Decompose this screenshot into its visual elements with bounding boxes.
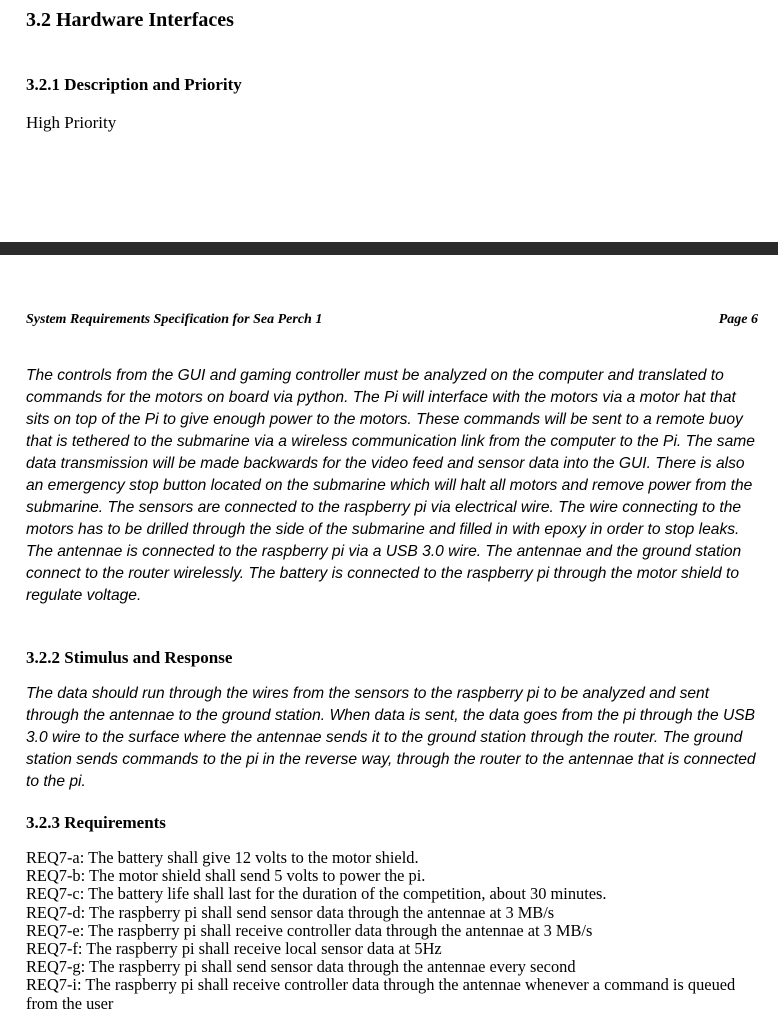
page-break-bar — [0, 242, 778, 255]
requirement-item: REQ7-b: The motor shield shall send 5 volts to power the pi. — [26, 866, 426, 886]
page-number: Page 6 — [718, 312, 758, 327]
description-heading: 3.2.1 Description and Priority — [26, 75, 242, 94]
hardware-overview-paragraph: The controls from the GUI and gaming controller must be analyzed on the computer and translated to commands for the motors on board via python. The Pi will interface with the motors via a motor hat that sits on top of the Pi to give enough power to the motors. These commands will be sent to a remote buoy that is tethered to the submarine via a wireless communication link from the computer to the Pi. The same data transmission will be made backwards for the video feed and sensor data into the GUI. There is also an emergency stop button located on the submarine which will halt all motors and remove power from the submarine. The sensors are connected to the raspberry pi via electrical wire. The wire connecting to the motors has to be drilled through the side of the submarine and filled in with epoxy in order to stop leaks. The antennae is connected to the raspberry pi via a USB 3.0 wire. The antennae and the ground station connect to the router wirelessly. The battery is connected to the raspberry pi through the motor shield to regulate voltage. — [26, 367, 755, 604]
stimulus-heading: 3.2.2 Stimulus and Response — [26, 648, 233, 667]
section-heading: 3.2 Hardware Interfaces — [26, 9, 234, 31]
priority-text: High Priority — [26, 113, 117, 132]
requirements-list — [26, 849, 766, 1013]
requirement-item: REQ7-g: The raspberry pi shall send sensor data through the antennae every second — [26, 957, 576, 977]
requirement-item: REQ7-f: The raspberry pi shall receive local sensor data at 5Hz — [26, 939, 442, 959]
requirement-item: REQ7-c: The battery life shall last for the duration of the competition, about 30 minutes. — [26, 884, 607, 904]
requirement-item: REQ7-e: The raspberry pi shall receive controller data through the antennae at 3 MB/s — [26, 920, 593, 940]
stimulus-paragraph: The data should run through the wires from the sensors to the raspberry pi to be analyzed and sent through the antennae to the ground station. When data is sent, the data goes from the pi through the USB 3.0 wire to the surface where the antennae sends it to the ground station through the router. The ground station sends commands to the pi in the reverse way, through the router to the antennae that is connected to the pi. — [26, 685, 756, 790]
requirements-heading: 3.2.3 Requirements — [26, 813, 166, 832]
page-header-title: System Requirements Specification for Sea Perch 1 — [26, 312, 323, 327]
requirement-item: REQ7-d: The raspberry pi shall send sensor data through the antennae at 3 MB/s — [26, 902, 555, 922]
requirement-item: REQ7-i: The raspberry pi shall receive controller data through the antennae whenever a command is queued from the user — [26, 975, 736, 1013]
requirement-item: REQ7-a: The battery shall give 12 volts to the motor shield. — [26, 848, 419, 867]
